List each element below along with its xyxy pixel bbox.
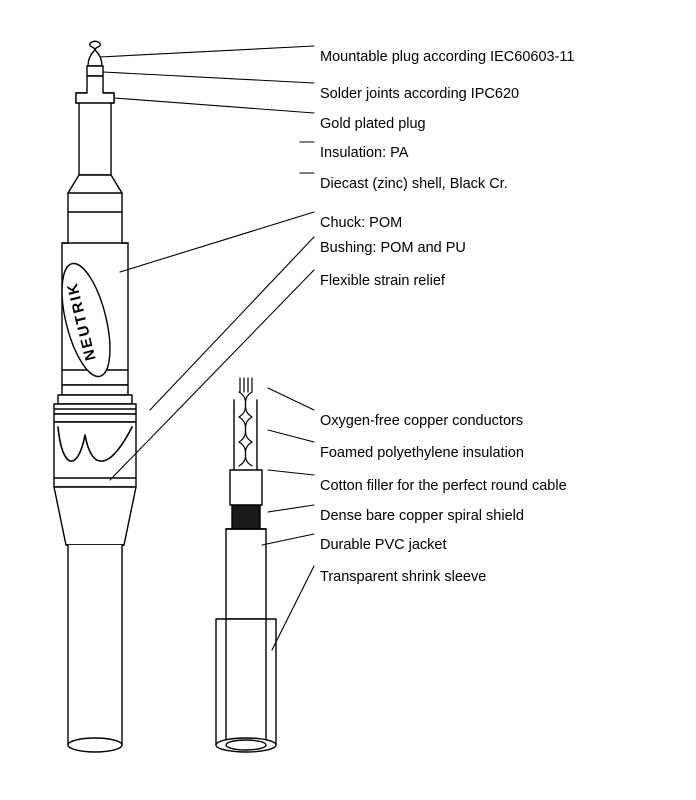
leader-lines: [100, 46, 314, 650]
label-bare-copper-shield: Dense bare copper spiral shield: [320, 508, 524, 524]
label-pvc-jacket: Durable PVC jacket: [320, 537, 447, 553]
label-diecast-shell: Diecast (zinc) shell, Black Cr.: [320, 176, 508, 192]
label-bushing: Bushing: POM and PU: [320, 240, 466, 256]
plug-shaft-group: [76, 76, 114, 175]
cable-jacket-group: [226, 529, 266, 619]
strain-relief-group: [54, 487, 136, 545]
label-solder-joints: Solder joints according IPC620: [320, 86, 520, 102]
cable-shrink-sleeve-group: [216, 619, 276, 752]
label-chuck-pom: Chuck: POM: [320, 215, 403, 231]
label-oxygen-free-copper: Oxygen-free copper conductors: [320, 413, 524, 429]
neutrik-brand-text: NEUTRIK: [63, 279, 100, 363]
plug-tip-group: [87, 41, 103, 76]
chuck-group: [54, 385, 136, 422]
label-gold-plated-plug: Gold plated plug: [320, 116, 426, 132]
label-cotton-filler: Cotton filler for the perfect round cable: [320, 478, 567, 494]
plug-cable-group: [68, 545, 122, 752]
cable-filler-group: [230, 470, 262, 505]
leader-ticks: [300, 142, 310, 173]
cable-shield-group: [232, 505, 260, 529]
label-foamed-polyethylene: Foamed polyethylene insulation: [320, 445, 524, 461]
bushing-group: [54, 422, 136, 487]
label-flexible-strain-relief: Flexible strain relief: [320, 273, 445, 289]
label-mountable-plug: Mountable plug according IEC60603-11: [320, 49, 575, 65]
label-shrink-sleeve: Transparent shrink sleeve: [320, 569, 487, 585]
label-insulation-pa: Insulation: PA: [320, 145, 409, 161]
cable-conductors-group: [239, 378, 252, 466]
